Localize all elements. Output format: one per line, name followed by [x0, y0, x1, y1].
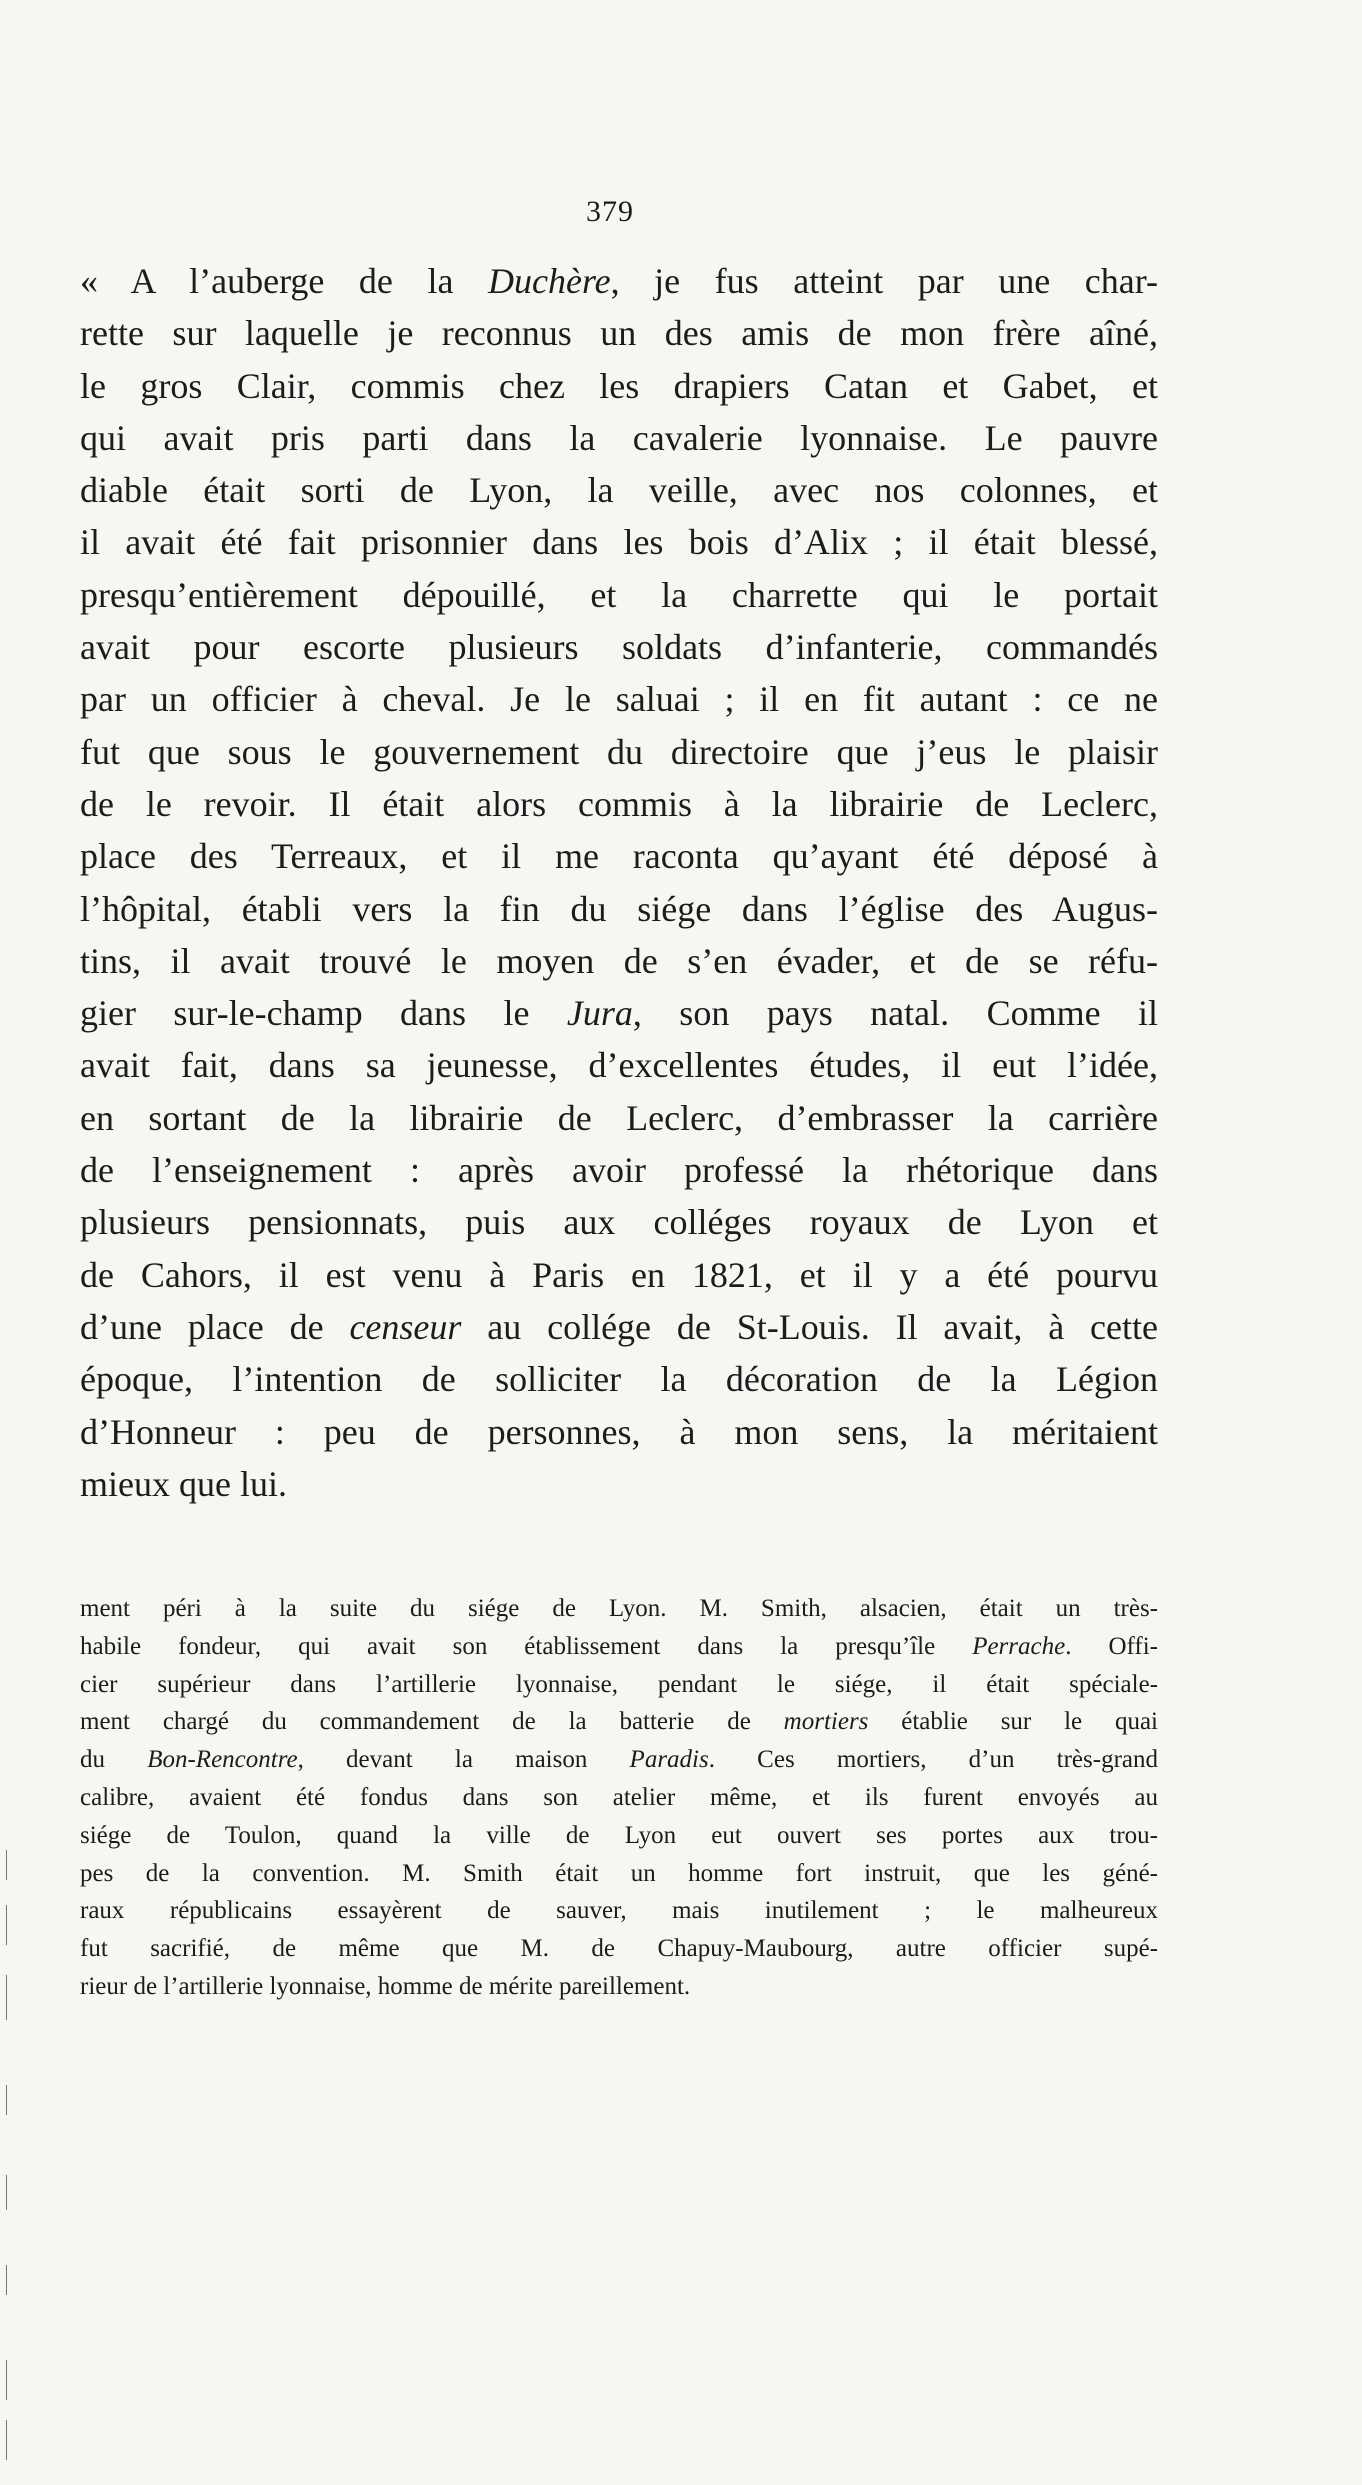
text-line: d’Honneur : peu de personnes, à mon sens, la méritaient [80, 1411, 1158, 1452]
italic-term: censeur [349, 1306, 462, 1347]
text-line: diable était sorti de Lyon, la veille, avec nos colonnes, et [80, 470, 1158, 511]
text-line: place des Terreaux, et il me raconta qu’ayant été déposé à [80, 836, 1158, 877]
italic-term: Jura [566, 993, 633, 1034]
text-line: presqu’entièrement dépouillé, et la charrette qui le portait [80, 574, 1158, 615]
text-line: l’hôpital, établi vers la fin du siége dans l’église des Augus- [80, 888, 1158, 929]
margin-mark [6, 2175, 7, 2210]
italic-term: Perrache [972, 1632, 1066, 1660]
italic-term: Bon-Rencontre [147, 1746, 298, 1774]
footnote-line: siége de Toulon, quand la ville de Lyon eut ouvert ses portes aux trou- [80, 1821, 1158, 1849]
text-line: époque, l’intention de solliciter la décoration de la Légion [80, 1359, 1158, 1400]
text-line: fut que sous le gouvernement du directoire que j’eus le plaisir [80, 731, 1158, 772]
footnote-line: du Bon-Rencontre, devant la maison Paradis. Ces mortiers, d’un très-grand [80, 1746, 1159, 1774]
margin-mark [6, 2265, 7, 2295]
italic-term: Paradis [629, 1746, 709, 1774]
text-line: en sortant de la librairie de Leclerc, d’embrasser la carrière [80, 1097, 1158, 1138]
text-line: avait pour escorte plusieurs soldats d’infanterie, commandés [80, 627, 1158, 668]
text-line: le gros Clair, commis chez les drapiers Catan et Gabet, et [80, 365, 1158, 406]
text-line: mieux que lui. [80, 1463, 287, 1504]
text-line: plusieurs pensionnats, puis aux colléges royaux de Lyon et [80, 1202, 1158, 1243]
text-line: de Cahors, il est venu à Paris en 1821, et il y a été pourvu [80, 1254, 1158, 1295]
italic-term: mortiers [783, 1708, 869, 1736]
footnote-line: fut sacrifié, de même que M. de Chapuy-Maubourg, autre officier supé- [80, 1935, 1158, 1963]
main-paragraph [80, 255, 1158, 1510]
scan-margin-marks [0, 0, 12, 2485]
text-line: gier sur-le-champ dans le Jura, son pays natal. Comme il [80, 993, 1158, 1034]
text-line: par un officier à cheval. Je le saluai ; il en fit autant : ce ne [80, 679, 1158, 720]
text-line: avait fait, dans sa jeunesse, d’excellentes études, il eut l’idée, [80, 1045, 1158, 1086]
italic-term: Duchère [488, 261, 611, 301]
text-line: il avait été fait prisonnier dans les bois d’Alix ; il était blessé, [80, 522, 1158, 563]
footnote-line: habile fondeur, qui avait son établissement dans la presqu’île Perrache. Offi- [80, 1632, 1158, 1660]
footnote-line: raux républicains essayèrent de sauver, mais inutilement ; le malheureux [80, 1897, 1158, 1925]
text-line: de l’enseignement : après avoir professé la rhétorique dans [80, 1150, 1158, 1191]
footnote-line: ment chargé du commandement de la batterie de mortiers établie sur le quai [80, 1708, 1158, 1736]
margin-mark [6, 1905, 7, 1945]
footnote [80, 1590, 1158, 2006]
text-line: d’une place de censeur au collége de St-Louis. Il avait, à cette [80, 1306, 1158, 1347]
margin-mark [6, 1850, 7, 1880]
text-line: rette sur laquelle je reconnus un des amis de mon frère aîné, [80, 313, 1158, 354]
page-number: 379 [586, 195, 634, 228]
footnote-line: cier supérieur dans l’artillerie lyonnaise, pendant le siége, il était spéciale- [80, 1670, 1158, 1698]
footnote-line: calibre, avaient été fondus dans son atelier même, et ils furent envoyés au [80, 1783, 1158, 1811]
footnote-line: ment péri à la suite du siége de Lyon. M. Smith, alsacien, était un très- [80, 1595, 1158, 1622]
text-line: de le revoir. Il était alors commis à la librairie de Leclerc, [80, 783, 1158, 824]
margin-mark [6, 2360, 7, 2400]
footnote-line: pes de la convention. M. Smith était un homme fort instruit, que les géné- [80, 1859, 1158, 1887]
footnote-line: rieur de l’artillerie lyonnaise, homme de mérite pareillement. [80, 1972, 691, 2000]
margin-mark [6, 2420, 7, 2460]
text-line: « A l’auberge de la Duchère, je fus atteint par une char- [80, 261, 1159, 301]
text-line: tins, il avait trouvé le moyen de s’en évader, et de se réfu- [80, 940, 1158, 981]
margin-mark [6, 2085, 7, 2115]
margin-mark [6, 1975, 7, 2020]
text-line: qui avait pris parti dans la cavalerie lyonnaise. Le pauvre [80, 417, 1158, 458]
